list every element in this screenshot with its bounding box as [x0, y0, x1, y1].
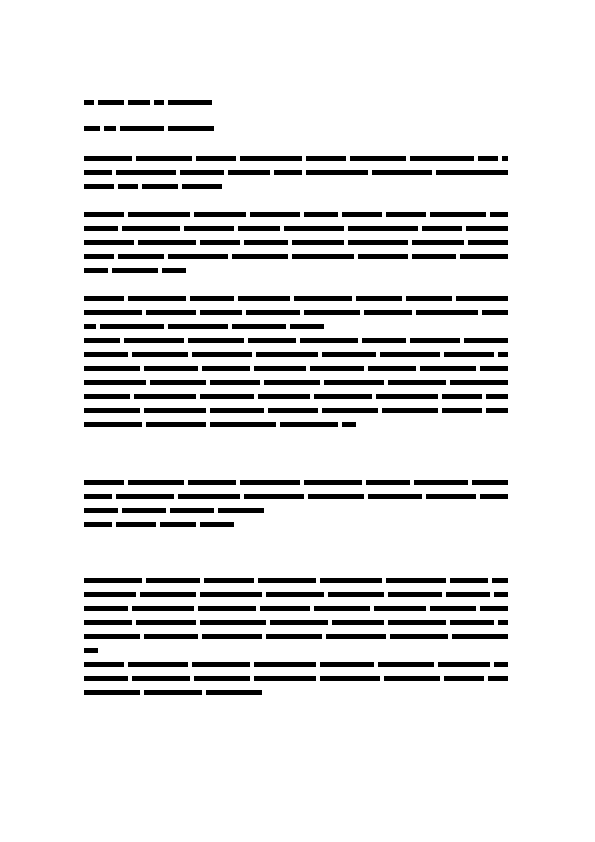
word-glyph-bar	[136, 620, 196, 625]
word-glyph-bar	[266, 592, 324, 597]
word-glyph-bar	[144, 408, 206, 413]
word-glyph-bar	[84, 606, 128, 611]
word-glyph-bar	[132, 606, 194, 611]
word-glyph-bar	[210, 422, 276, 427]
word-glyph-bar	[384, 676, 440, 681]
word-glyph-bar	[198, 606, 256, 611]
word-glyph-bar	[480, 494, 508, 499]
word-glyph-bar	[122, 508, 166, 513]
word-glyph-bar	[200, 310, 242, 315]
word-glyph-bar	[240, 480, 300, 485]
word-glyph-bar	[84, 494, 112, 499]
word-glyph-bar	[144, 690, 202, 695]
word-glyph-bar	[128, 100, 150, 105]
word-glyph-bar	[254, 366, 306, 371]
word-glyph-bar	[84, 156, 132, 161]
word-glyph-bar	[84, 240, 134, 245]
word-glyph-bar	[84, 522, 112, 527]
word-glyph-bar	[144, 634, 198, 639]
word-glyph-bar	[368, 494, 422, 499]
word-glyph-bar	[376, 394, 438, 399]
word-glyph-bar	[442, 394, 482, 399]
word-glyph-bar	[84, 578, 142, 583]
word-glyph-bar	[84, 324, 96, 329]
word-glyph-bar	[200, 394, 254, 399]
word-glyph-bar	[144, 366, 198, 371]
word-glyph-bar	[420, 366, 476, 371]
document-header	[84, 96, 516, 136]
word-glyph-bar	[146, 578, 200, 583]
word-glyph-bar	[304, 310, 360, 315]
word-glyph-bar	[118, 184, 138, 189]
word-glyph-bar	[416, 310, 478, 315]
word-glyph-bar	[320, 578, 382, 583]
word-glyph-bar	[84, 422, 142, 427]
word-glyph-bar	[306, 156, 346, 161]
word-glyph-bar	[142, 184, 178, 189]
word-glyph-bar	[436, 170, 508, 175]
paragraph-6	[84, 658, 516, 700]
text-line	[84, 616, 516, 630]
word-glyph-bar	[210, 380, 260, 385]
word-glyph-bar	[244, 240, 288, 245]
word-glyph-bar	[494, 592, 508, 597]
text-line	[84, 476, 516, 490]
word-glyph-bar	[378, 662, 434, 667]
word-glyph-bar	[200, 620, 266, 625]
word-glyph-bar	[182, 184, 222, 189]
word-glyph-bar	[274, 170, 302, 175]
word-glyph-bar	[84, 226, 118, 231]
word-glyph-bar	[270, 620, 328, 625]
word-glyph-bar	[426, 494, 476, 499]
word-glyph-bar	[84, 366, 140, 371]
word-glyph-bar	[264, 380, 320, 385]
word-glyph-bar	[160, 522, 196, 527]
word-glyph-bar	[366, 480, 410, 485]
word-glyph-bar	[84, 126, 100, 131]
word-glyph-bar	[498, 620, 508, 625]
text-line	[84, 306, 516, 320]
word-glyph-bar	[196, 156, 236, 161]
text-line	[84, 334, 516, 348]
word-glyph-bar	[84, 254, 114, 259]
word-glyph-bar	[122, 226, 180, 231]
word-glyph-bar	[132, 352, 188, 357]
word-glyph-bar	[192, 352, 252, 357]
word-glyph-bar	[468, 240, 508, 245]
word-glyph-bar	[350, 156, 406, 161]
word-glyph-bar	[430, 212, 486, 217]
text-line	[84, 152, 516, 166]
word-glyph-bar	[328, 592, 384, 597]
word-glyph-bar	[498, 352, 508, 357]
word-glyph-bar	[116, 522, 156, 527]
word-glyph-bar	[410, 156, 474, 161]
word-glyph-bar	[180, 170, 224, 175]
word-glyph-bar	[260, 606, 310, 611]
word-glyph-bar	[218, 508, 264, 513]
word-glyph-bar	[460, 254, 508, 259]
text-line	[84, 236, 516, 250]
word-glyph-bar	[310, 366, 364, 371]
word-glyph-bar	[200, 522, 234, 527]
word-glyph-bar	[124, 338, 184, 343]
text-line	[84, 250, 516, 264]
word-glyph-bar	[250, 212, 300, 217]
word-glyph-bar	[410, 338, 460, 343]
word-glyph-bar	[84, 268, 108, 273]
word-glyph-bar	[168, 100, 212, 105]
word-glyph-bar	[342, 212, 382, 217]
word-glyph-bar	[412, 254, 456, 259]
word-glyph-bar	[494, 662, 508, 667]
paragraph-4	[84, 334, 516, 432]
word-glyph-bar	[154, 100, 164, 105]
word-glyph-bar	[388, 592, 442, 597]
word-glyph-bar	[194, 212, 246, 217]
word-glyph-bar	[84, 296, 124, 301]
word-glyph-bar	[320, 662, 374, 667]
text-line	[84, 418, 516, 432]
word-glyph-bar	[342, 422, 356, 427]
text-line	[84, 222, 516, 236]
word-glyph-bar	[358, 254, 408, 259]
word-glyph-bar	[488, 676, 508, 681]
word-glyph-bar	[116, 494, 174, 499]
text-line	[84, 208, 516, 222]
paragraph-3	[84, 292, 516, 334]
text-line	[84, 518, 516, 532]
word-glyph-bar	[204, 578, 254, 583]
word-glyph-bar	[184, 226, 234, 231]
word-glyph-bar	[128, 480, 184, 485]
word-glyph-bar	[486, 408, 508, 413]
word-glyph-bar	[388, 620, 446, 625]
word-glyph-bar	[178, 494, 240, 499]
word-glyph-bar	[492, 578, 508, 583]
word-glyph-bar	[452, 634, 508, 639]
text-line	[84, 404, 516, 418]
word-glyph-bar	[112, 268, 158, 273]
word-glyph-bar	[304, 212, 338, 217]
text-line	[84, 574, 516, 588]
word-glyph-bar	[374, 606, 426, 611]
word-glyph-bar	[134, 394, 196, 399]
word-glyph-bar	[450, 578, 488, 583]
word-glyph-bar	[116, 170, 176, 175]
word-glyph-bar	[414, 480, 468, 485]
word-glyph-bar	[210, 408, 264, 413]
word-glyph-bar	[450, 620, 494, 625]
word-glyph-bar	[386, 578, 446, 583]
word-glyph-bar	[258, 578, 316, 583]
word-glyph-bar	[466, 226, 508, 231]
word-glyph-bar	[382, 408, 438, 413]
word-glyph-bar	[444, 352, 494, 357]
word-glyph-bar	[84, 394, 130, 399]
word-glyph-bar	[372, 170, 432, 175]
word-glyph-bar	[478, 156, 498, 161]
word-glyph-bar	[84, 310, 142, 315]
word-glyph-bar	[412, 240, 464, 245]
word-glyph-bar	[332, 620, 384, 625]
quote-block	[84, 476, 516, 532]
word-glyph-bar	[232, 324, 286, 329]
word-glyph-bar	[258, 394, 310, 399]
text-line	[84, 166, 516, 180]
word-glyph-bar	[162, 268, 186, 273]
header-line-2	[84, 122, 516, 136]
word-glyph-bar	[206, 690, 262, 695]
word-glyph-bar	[314, 606, 370, 611]
word-glyph-bar	[84, 380, 146, 385]
text-line	[84, 390, 516, 404]
text-line	[84, 264, 516, 278]
word-glyph-bar	[280, 422, 338, 427]
word-glyph-bar	[238, 296, 290, 301]
text-line	[84, 180, 516, 194]
word-glyph-bar	[284, 226, 344, 231]
word-glyph-bar	[254, 676, 316, 681]
word-glyph-bar	[482, 310, 508, 315]
word-glyph-bar	[322, 352, 376, 357]
word-glyph-bar	[362, 338, 406, 343]
word-glyph-bar	[84, 338, 120, 343]
text-line	[84, 320, 516, 334]
word-glyph-bar	[136, 156, 192, 161]
word-glyph-bar	[84, 408, 140, 413]
word-glyph-bar	[238, 226, 280, 231]
word-glyph-bar	[256, 352, 318, 357]
word-glyph-bar	[306, 170, 368, 175]
word-glyph-bar	[190, 296, 234, 301]
word-glyph-bar	[232, 254, 288, 259]
word-glyph-bar	[84, 592, 136, 597]
word-glyph-bar	[168, 324, 228, 329]
word-glyph-bar	[100, 324, 164, 329]
word-glyph-bar	[200, 240, 240, 245]
word-glyph-bar	[300, 338, 358, 343]
word-glyph-bar	[266, 634, 322, 639]
word-glyph-bar	[368, 366, 416, 371]
text-line	[84, 376, 516, 390]
text-line	[84, 490, 516, 504]
word-glyph-bar	[268, 408, 318, 413]
text-line	[84, 686, 516, 700]
word-glyph-bar	[388, 380, 446, 385]
word-glyph-bar	[84, 184, 114, 189]
header-line-1	[84, 96, 516, 110]
text-line	[84, 602, 516, 616]
word-glyph-bar	[422, 226, 462, 231]
word-glyph-bar	[240, 156, 302, 161]
word-glyph-bar	[168, 126, 214, 131]
word-glyph-bar	[84, 212, 124, 217]
word-glyph-bar	[128, 662, 188, 667]
word-glyph-bar	[348, 240, 408, 245]
word-glyph-bar	[246, 310, 300, 315]
word-glyph-bar	[150, 380, 206, 385]
word-glyph-bar	[464, 338, 508, 343]
word-glyph-bar	[140, 592, 196, 597]
word-glyph-bar	[406, 296, 452, 301]
word-glyph-bar	[254, 662, 316, 667]
word-glyph-bar	[84, 352, 128, 357]
word-glyph-bar	[84, 690, 140, 695]
word-glyph-bar	[292, 254, 354, 259]
paragraph-2	[84, 208, 516, 278]
text-line	[84, 630, 516, 644]
word-glyph-bar	[324, 380, 384, 385]
word-glyph-bar	[168, 254, 228, 259]
word-glyph-bar	[480, 366, 508, 371]
word-glyph-bar	[490, 212, 508, 217]
word-glyph-bar	[456, 296, 508, 301]
word-glyph-bar	[202, 634, 262, 639]
word-glyph-bar	[244, 494, 304, 499]
word-glyph-bar	[84, 620, 132, 625]
word-glyph-bar	[480, 606, 508, 611]
word-glyph-bar	[138, 240, 196, 245]
word-glyph-bar	[472, 480, 508, 485]
text-line	[84, 644, 516, 658]
word-glyph-bar	[320, 676, 380, 681]
word-glyph-bar	[132, 676, 190, 681]
word-glyph-bar	[98, 100, 124, 105]
word-glyph-bar	[84, 634, 140, 639]
word-glyph-bar	[84, 480, 124, 485]
word-glyph-bar	[430, 606, 476, 611]
text-line	[84, 504, 516, 518]
word-glyph-bar	[118, 254, 164, 259]
word-glyph-bar	[308, 494, 364, 499]
text-line	[84, 292, 516, 306]
word-glyph-bar	[202, 366, 250, 371]
text-line	[84, 672, 516, 686]
text-line	[84, 588, 516, 602]
word-glyph-bar	[228, 170, 270, 175]
paragraph-5	[84, 574, 516, 658]
word-glyph-bar	[326, 634, 386, 639]
word-glyph-bar	[292, 240, 344, 245]
word-glyph-bar	[84, 648, 98, 653]
word-glyph-bar	[446, 592, 490, 597]
word-glyph-bar	[188, 480, 236, 485]
word-glyph-bar	[450, 380, 508, 385]
word-glyph-bar	[322, 408, 378, 413]
word-glyph-bar	[194, 676, 250, 681]
word-glyph-bar	[146, 422, 206, 427]
word-glyph-bar	[290, 324, 324, 329]
word-glyph-bar	[486, 394, 508, 399]
word-glyph-bar	[84, 508, 118, 513]
word-glyph-bar	[188, 338, 244, 343]
word-glyph-bar	[348, 226, 418, 231]
word-glyph-bar	[128, 212, 190, 217]
word-glyph-bar	[314, 394, 372, 399]
word-glyph-bar	[304, 480, 362, 485]
word-glyph-bar	[294, 296, 352, 301]
word-glyph-bar	[248, 338, 296, 343]
word-glyph-bar	[356, 296, 402, 301]
word-glyph-bar	[84, 676, 128, 681]
word-glyph-bar	[192, 662, 250, 667]
paragraph-1	[84, 152, 516, 194]
text-line	[84, 658, 516, 672]
word-glyph-bar	[84, 170, 112, 175]
word-glyph-bar	[128, 296, 186, 301]
word-glyph-bar	[84, 100, 94, 105]
text-line	[84, 362, 516, 376]
word-glyph-bar	[442, 408, 482, 413]
word-glyph-bar	[200, 592, 262, 597]
text-line	[84, 348, 516, 362]
word-glyph-bar	[84, 662, 124, 667]
word-glyph-bar	[104, 126, 116, 131]
word-glyph-bar	[364, 310, 412, 315]
word-glyph-bar	[502, 156, 508, 161]
word-glyph-bar	[120, 126, 164, 131]
word-glyph-bar	[386, 212, 426, 217]
word-glyph-bar	[390, 634, 448, 639]
word-glyph-bar	[444, 676, 484, 681]
word-glyph-bar	[146, 310, 196, 315]
word-glyph-bar	[170, 508, 214, 513]
word-glyph-bar	[438, 662, 490, 667]
word-glyph-bar	[380, 352, 440, 357]
